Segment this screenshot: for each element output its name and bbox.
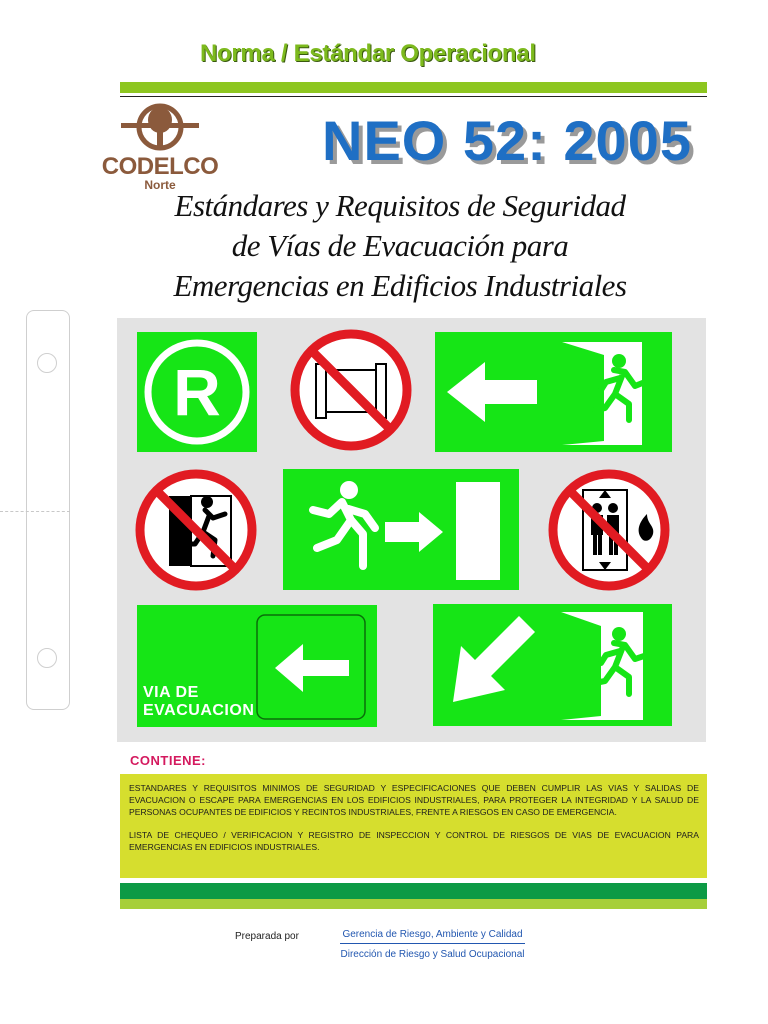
no-obstruction-sign-icon bbox=[295, 334, 407, 446]
header-rule bbox=[120, 96, 707, 97]
binder-hole bbox=[37, 353, 57, 373]
contents-paragraph: LISTA DE CHEQUEO / VERIFICACION Y REGISTRO DE INSPECCION Y CONTROL DE RIESGOS DE VIAS DE EVACUACION PARA EMERGENCIAS EN EDIFICIOS INDUSTRIALES. bbox=[129, 830, 699, 853]
no-elevator-in-fire-sign-icon bbox=[553, 474, 665, 586]
subtitle-line: de Vías de Evacuación para bbox=[231, 228, 569, 263]
header-green-bar bbox=[120, 82, 707, 93]
evacuation-label-line: EVACUACION bbox=[143, 702, 255, 719]
logo-region: Norte bbox=[144, 178, 176, 192]
footer-lime-bar bbox=[120, 899, 707, 909]
contents-box bbox=[120, 774, 707, 878]
exit-down-left-sign-icon bbox=[433, 604, 672, 726]
subtitle-line: Emergencias en Edificios Industriales bbox=[173, 268, 627, 303]
safety-signs-panel bbox=[117, 318, 706, 742]
standard-code: NEO 52: 2005 bbox=[322, 109, 692, 172]
emergency-exit-right-sign-icon bbox=[283, 469, 519, 590]
binder-hole bbox=[37, 648, 57, 668]
company-logo bbox=[95, 100, 225, 192]
footer-green-bar bbox=[120, 883, 707, 899]
no-entry-door-sign-icon bbox=[140, 474, 252, 586]
subtitle-line: Estándares y Requisitos de Seguridad bbox=[174, 188, 626, 223]
logo-wordmark: CODELCO bbox=[101, 153, 219, 180]
contents-paragraph: ESTANDARES Y REQUISITOS MINIMOS DE SEGURIDAD Y ESPECIFICACIONES QUE DEBEN CUMPLIR LAS VIAS Y SALIDAS DE EVACUACION O ESCAPE PARA EMERGENCIAS EN LOS EDIFICIOS INDUSTRIALES, PARA PROTEGER LA INTEGRIDAD Y LA SALUD DE PERSONAS OCUPANTES DE EDIFICIOS Y RECINTOS INDUSTRIALES, FRENTE A RIESGOS EN CASO DE EMERGENCIA. bbox=[129, 783, 699, 817]
svg-text:R: R bbox=[173, 355, 221, 429]
binder-strip bbox=[26, 310, 70, 710]
fold-guide-line bbox=[0, 511, 70, 512]
contents-heading: CONTIENE: bbox=[130, 753, 206, 768]
codelco-emblem-icon bbox=[95, 100, 225, 160]
refuge-r-sign-icon bbox=[137, 332, 257, 452]
document-type-title: Norma / Estándar Operacional bbox=[200, 40, 536, 67]
prepared-by-management: Gerencia de Riesgo, Ambiente y Calidad bbox=[340, 929, 525, 944]
exit-left-sign-icon bbox=[435, 332, 672, 452]
prepared-by-direction: Dirección de Riesgo y Salud Ocupacional bbox=[340, 949, 525, 960]
evacuation-route-label bbox=[143, 684, 263, 720]
prepared-by-label: Preparada por bbox=[235, 931, 299, 942]
evacuation-label-line: VIA DE bbox=[143, 684, 199, 701]
document-subtitle bbox=[150, 186, 650, 306]
